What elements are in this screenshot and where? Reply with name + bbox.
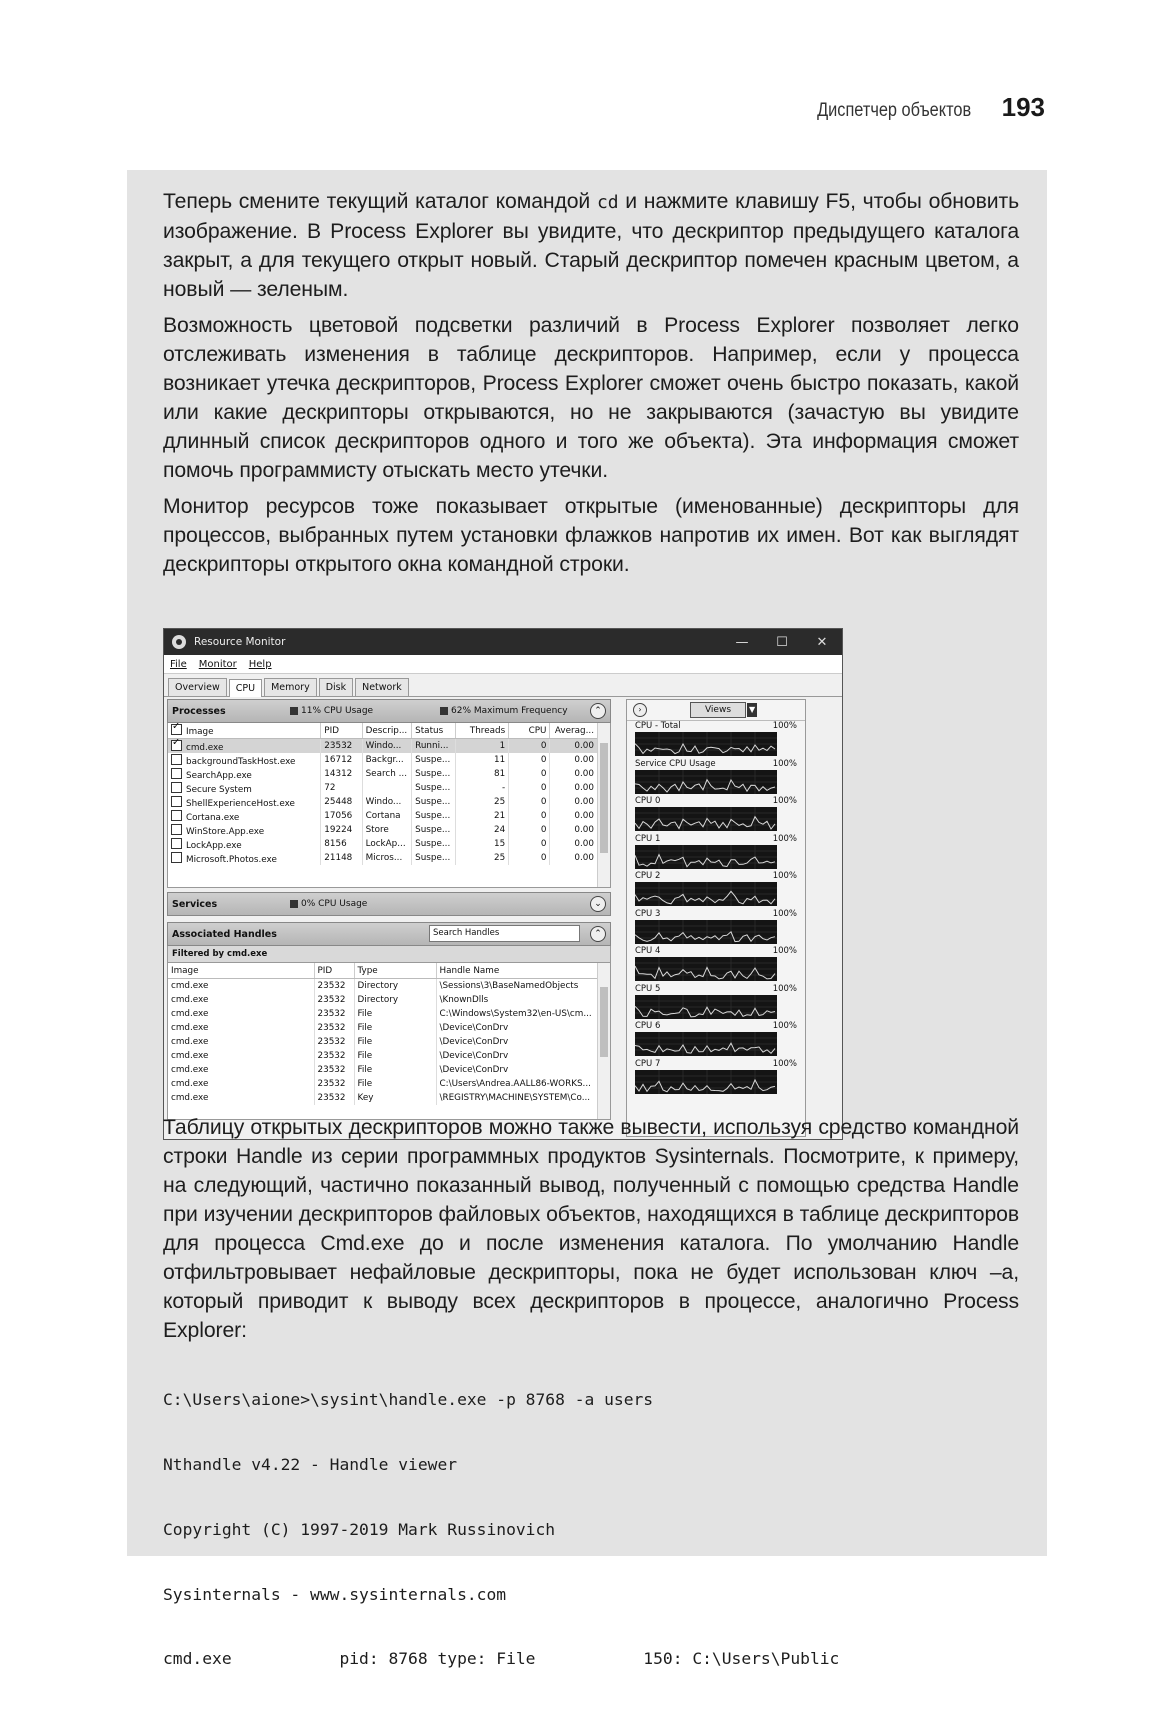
handle-type: File bbox=[354, 1035, 436, 1049]
process-average-cpu: 0.00 bbox=[550, 753, 598, 767]
process-pid: 17056 bbox=[321, 809, 362, 823]
col-cpu[interactable]: CPU bbox=[509, 723, 550, 739]
process-checkbox[interactable] bbox=[171, 852, 182, 863]
cpu-graph bbox=[627, 1021, 805, 1059]
handles-scrollbar[interactable] bbox=[597, 963, 610, 1119]
code-block bbox=[163, 1346, 839, 1713]
process-description: Backgr... bbox=[362, 753, 412, 767]
associated-handles-title: Associated Handles bbox=[172, 928, 277, 940]
process-image: ShellExperienceHost.exe bbox=[168, 795, 321, 809]
graph-plot bbox=[635, 845, 777, 869]
services-title: Services bbox=[172, 898, 218, 910]
process-row[interactable] bbox=[168, 851, 598, 865]
graph-label: CPU 2 bbox=[635, 871, 661, 881]
graph-label: CPU - Total bbox=[635, 721, 681, 731]
process-image: ✓cmd.exe bbox=[168, 739, 321, 754]
process-average-cpu: 0.00 bbox=[550, 767, 598, 781]
process-description: LockAp... bbox=[362, 837, 412, 851]
graph-plot bbox=[635, 732, 777, 756]
process-checkbox[interactable] bbox=[171, 824, 182, 835]
process-status: Suspe... bbox=[412, 753, 455, 767]
handle-type: Directory bbox=[354, 993, 436, 1007]
handle-pid: 23532 bbox=[314, 1035, 354, 1049]
graph-plot bbox=[635, 920, 777, 944]
col-pid[interactable]: PID bbox=[321, 723, 362, 739]
process-image: WinStore.App.exe bbox=[168, 823, 321, 837]
code-line: Sysinternals - www.sysinternals.com bbox=[163, 1584, 507, 1604]
process-image: SearchApp.exe bbox=[168, 767, 321, 781]
paragraph-1-text-a: Теперь смените текущий каталог командой bbox=[163, 190, 597, 213]
processes-title: Processes bbox=[172, 705, 226, 717]
handle-name: \Device\ConDrv bbox=[436, 1063, 598, 1077]
process-cpu: 0 bbox=[509, 823, 550, 837]
process-image: Secure System bbox=[168, 781, 321, 795]
process-threads: - bbox=[455, 781, 509, 795]
handle-name: \Device\ConDrv bbox=[436, 1035, 598, 1049]
handle-row[interactable] bbox=[168, 1077, 598, 1091]
handle-type: File bbox=[354, 1007, 436, 1021]
handle-name: \REGISTRY\MACHINE\SYSTEM\Co... bbox=[436, 1091, 598, 1105]
handle-image: cmd.exe bbox=[168, 1063, 314, 1077]
handle-pid: 23532 bbox=[314, 1063, 354, 1077]
handles-grid bbox=[167, 963, 611, 1120]
process-checkbox[interactable] bbox=[171, 754, 182, 765]
associated-handles-header[interactable] bbox=[167, 922, 611, 946]
handle-type: Key bbox=[354, 1091, 436, 1105]
handle-type: File bbox=[354, 1021, 436, 1035]
graph-plot bbox=[635, 770, 777, 794]
paragraph-4: Таблицу открытых дескрипторов можно также вывести, используя средство командной строки Handle из серии программных продуктов Sysinternals. Посмотрите, к примеру, на следующий, частично показанный вывод, полученный с помощью средства Handle при изучении дескрипторов файловых объектов, находящихся в таблице дескрипторов для процесса Cmd.exe до и после изменения каталога. По умолчанию Handle отфильтровывает нефайловые дескрипторы, пока не будет использован ключ –a, который приводит к выводу всех дескрипторов в процессе, аналогично Process Explorer: bbox=[163, 1116, 1019, 1342]
process-pid: 14312 bbox=[321, 767, 362, 781]
process-row[interactable] bbox=[168, 809, 598, 823]
col-handle-pid[interactable]: PID bbox=[314, 963, 354, 979]
handle-row[interactable] bbox=[168, 1063, 598, 1077]
handle-name: \KnownDlls bbox=[436, 993, 598, 1007]
col-image[interactable]: ✓Image bbox=[168, 723, 321, 739]
process-average-cpu: 0.00 bbox=[550, 851, 598, 865]
handle-type: File bbox=[354, 1049, 436, 1063]
col-threads[interactable]: Threads bbox=[455, 723, 509, 739]
views-dropdown[interactable]: Views ▼ bbox=[690, 702, 746, 718]
process-checkbox[interactable] bbox=[171, 768, 182, 779]
process-image: LockApp.exe bbox=[168, 837, 321, 851]
cpu-graph bbox=[627, 796, 805, 834]
graph-scale: 100% bbox=[772, 758, 797, 769]
process-description: Cortana bbox=[362, 809, 412, 823]
col-handle-type[interactable]: Type bbox=[354, 963, 436, 979]
graph-label: CPU 5 bbox=[635, 983, 661, 994]
tab-network[interactable]: Network bbox=[355, 678, 409, 696]
graph-scale: 100% bbox=[772, 908, 797, 919]
process-row[interactable] bbox=[168, 753, 598, 767]
close-button[interactable]: ✕ bbox=[816, 634, 828, 650]
graph-label: CPU 1 bbox=[635, 833, 661, 844]
process-status: Suspe... bbox=[412, 837, 455, 851]
process-threads: 25 bbox=[455, 795, 509, 809]
handle-type: File bbox=[354, 1063, 436, 1077]
graph-scale: 100% bbox=[772, 871, 797, 881]
process-pid: 23532 bbox=[321, 739, 362, 754]
process-pid: 16712 bbox=[321, 753, 362, 767]
cpu-graph bbox=[627, 759, 805, 797]
handle-image: cmd.exe bbox=[168, 1021, 314, 1035]
process-checkbox[interactable] bbox=[171, 796, 182, 807]
handle-image: cmd.exe bbox=[168, 1077, 314, 1091]
process-pid: 19224 bbox=[321, 823, 362, 837]
menu-bar bbox=[164, 655, 842, 674]
collapse-handles-icon[interactable]: ⌃ bbox=[590, 926, 606, 942]
process-average-cpu: 0.00 bbox=[550, 795, 598, 809]
collapse-processes-icon[interactable]: ⌃ bbox=[590, 703, 606, 719]
graph-plot bbox=[635, 882, 777, 906]
process-average-cpu: 0.00 bbox=[550, 823, 598, 837]
cpu-graph bbox=[627, 909, 805, 947]
process-checkbox[interactable] bbox=[171, 782, 182, 793]
handle-name: \Device\ConDrv bbox=[436, 1049, 598, 1063]
process-image: Cortana.exe bbox=[168, 809, 321, 823]
menu-file[interactable]: File bbox=[170, 658, 187, 670]
graph-label: CPU 7 bbox=[635, 1058, 661, 1069]
minimize-button[interactable]: — bbox=[735, 634, 749, 650]
process-row[interactable] bbox=[168, 837, 598, 851]
process-cpu: 0 bbox=[509, 767, 550, 781]
cpu-graph bbox=[627, 984, 805, 1022]
tab-overview[interactable]: Overview bbox=[168, 678, 227, 696]
code-line: cmd.exe pid: 8768 type: File 150: C:\Users\Public bbox=[163, 1649, 840, 1669]
process-row[interactable] bbox=[168, 739, 598, 754]
graph-plot bbox=[635, 1032, 777, 1056]
graph-plot bbox=[635, 995, 777, 1019]
graph-plot bbox=[635, 957, 777, 981]
handle-name: C:\Users\Andrea.AALL86-WORKS... bbox=[436, 1077, 598, 1091]
graph-scale: 100% bbox=[772, 721, 797, 731]
cpu-graph bbox=[627, 1059, 805, 1097]
cpu-graph bbox=[627, 834, 805, 872]
col-handle-name[interactable]: Handle Name bbox=[436, 963, 598, 979]
tab-memory[interactable]: Memory bbox=[264, 678, 317, 696]
process-average-cpu: 0.00 bbox=[550, 781, 598, 795]
inline-code-cd: cd bbox=[596, 192, 619, 213]
graph-scale: 100% bbox=[772, 983, 797, 994]
process-description: Micros... bbox=[362, 851, 412, 865]
process-threads: 25 bbox=[455, 851, 509, 865]
handle-name: \Sessions\3\BaseNamedObjects bbox=[436, 979, 598, 994]
handle-image: cmd.exe bbox=[168, 1035, 314, 1049]
process-cpu: 0 bbox=[509, 781, 550, 795]
graph-label: Service CPU Usage bbox=[635, 758, 716, 769]
handle-image: cmd.exe bbox=[168, 993, 314, 1007]
process-description: Search ... bbox=[362, 767, 412, 781]
process-pid: 8156 bbox=[321, 837, 362, 851]
process-description: Windo... bbox=[362, 795, 412, 809]
cpu-graph bbox=[627, 946, 805, 984]
menu-monitor[interactable]: Monitor bbox=[198, 658, 237, 670]
handle-pid: 23532 bbox=[314, 1007, 354, 1021]
expand-graphs-icon[interactable]: › bbox=[633, 703, 647, 717]
process-cpu: 0 bbox=[509, 851, 550, 865]
col-average-cpu[interactable]: Averag... bbox=[550, 723, 598, 739]
process-status: Runni... bbox=[412, 739, 455, 754]
process-threads: 1 bbox=[455, 739, 509, 754]
paragraph-3: Монитор ресурсов тоже показывает открытые (именованные) дескрипторы для процессов, выбранных путем установки флажков напротив их имен. Вот как выглядят дескрипторы открытого окна командной строки. bbox=[163, 495, 1019, 576]
handle-image: cmd.exe bbox=[168, 1049, 314, 1063]
paragraph-2: Возможность цветовой подсветки различий в Process Explorer позволяет легко отслеживать изменения в таблице дескрипторов. Например, если у процесса возникает утечка дескрипторов, Process Explorer сможет очень быстро показать, какой или какие дескрипторы открываются, но не закрываются (зачастую вы увидите длинный список дескрипторов одного и того же объекта). Эта информация сможет помочь программисту отыскать место утечки. bbox=[163, 314, 1019, 482]
handle-image: cmd.exe bbox=[168, 1007, 314, 1021]
processes-grid bbox=[167, 723, 611, 888]
process-cpu: 0 bbox=[509, 753, 550, 767]
col-status[interactable]: Status bbox=[412, 723, 455, 739]
graph-plot bbox=[635, 1070, 777, 1094]
services-header[interactable] bbox=[167, 892, 611, 916]
menu-help[interactable]: Help bbox=[248, 658, 272, 670]
process-row[interactable] bbox=[168, 795, 598, 809]
process-row[interactable] bbox=[168, 781, 598, 795]
process-threads: 11 bbox=[455, 753, 509, 767]
handle-name: \Device\ConDrv bbox=[436, 1021, 598, 1035]
process-image: Microsoft.Photos.exe bbox=[168, 851, 321, 865]
paragraph-1-text-b: и нажмите клавишу F5, чтобы обновить изображение. В Process Explorer вы увидите, что дескриптор предыдущего каталога закрыт, а для текущего открыт новый. Старый дескриптор помечен красным цветом, а новый — зеленым. bbox=[163, 190, 1020, 301]
process-image: backgroundTaskHost.exe bbox=[168, 753, 321, 767]
code-line: C:\Users\aione>\sysint\handle.exe -p 8768 -a users bbox=[163, 1390, 654, 1410]
handle-pid: 23532 bbox=[314, 993, 354, 1007]
process-row[interactable] bbox=[168, 767, 598, 781]
graph-label: CPU 0 bbox=[635, 796, 661, 806]
code-line: Copyright (C) 1997-2019 Mark Russinovich bbox=[163, 1519, 556, 1539]
handle-image: cmd.exe bbox=[168, 979, 314, 994]
handle-name: C:\Windows\System32\en-US\cm... bbox=[436, 1007, 598, 1021]
graph-plot bbox=[635, 807, 777, 831]
process-status: Suspe... bbox=[412, 795, 455, 809]
services-cpu-usage: 0% CPU Usage bbox=[290, 899, 367, 909]
handle-image: cmd.exe bbox=[168, 1091, 314, 1105]
process-description: Windo... bbox=[362, 739, 412, 754]
process-pid: 72 bbox=[321, 781, 362, 795]
handle-row[interactable] bbox=[168, 993, 598, 1007]
maximize-button[interactable]: ☐ bbox=[776, 634, 788, 650]
process-average-cpu: 0.00 bbox=[550, 739, 598, 754]
process-threads: 81 bbox=[455, 767, 509, 781]
handle-row[interactable] bbox=[168, 1021, 598, 1035]
content-panel bbox=[127, 170, 1047, 1669]
window-titlebar bbox=[164, 629, 842, 655]
graphs-toolbar bbox=[627, 700, 805, 721]
cpu-tab-left-pane bbox=[167, 699, 611, 1120]
graph-scale: 100% bbox=[772, 833, 797, 844]
process-description: Store bbox=[362, 823, 412, 837]
processes-scrollbar[interactable] bbox=[597, 723, 610, 887]
graph-scale: 100% bbox=[772, 946, 797, 956]
process-checkbox[interactable] bbox=[171, 810, 182, 821]
processes-cpu-usage: 11% CPU Usage bbox=[290, 706, 440, 716]
process-cpu: 0 bbox=[509, 739, 550, 754]
process-status: Suspe... bbox=[412, 823, 455, 837]
graph-label: CPU 3 bbox=[635, 908, 661, 919]
page-number: 193 bbox=[1001, 92, 1045, 122]
handle-type: Directory bbox=[354, 979, 436, 994]
col-handle-image[interactable]: Image bbox=[168, 963, 314, 979]
handle-row[interactable] bbox=[168, 1091, 598, 1105]
handle-row[interactable] bbox=[168, 1049, 598, 1063]
process-pid: 25448 bbox=[321, 795, 362, 809]
process-cpu: 0 bbox=[509, 809, 550, 823]
process-cpu: 0 bbox=[509, 837, 550, 851]
window-title: Resource Monitor bbox=[194, 636, 286, 648]
handle-pid: 23532 bbox=[314, 1021, 354, 1035]
expand-services-icon[interactable]: ⌄ bbox=[590, 896, 606, 912]
process-status: Suspe... bbox=[412, 781, 455, 795]
process-threads: 15 bbox=[455, 837, 509, 851]
search-handles-input[interactable]: Search Handles bbox=[429, 925, 580, 942]
running-head bbox=[792, 92, 1045, 123]
process-threads: 21 bbox=[455, 809, 509, 823]
graphs-pane bbox=[626, 699, 806, 1137]
graph-label: CPU 6 bbox=[635, 1021, 661, 1031]
graphs-scrollbar[interactable] bbox=[812, 699, 824, 1135]
graph-scale: 100% bbox=[772, 1021, 797, 1031]
graph-scale: 100% bbox=[772, 796, 797, 806]
cpu-graph bbox=[627, 871, 805, 909]
process-status: Suspe... bbox=[412, 809, 455, 823]
handle-row[interactable] bbox=[168, 979, 598, 994]
process-checkbox[interactable] bbox=[171, 740, 182, 751]
handle-pid: 23532 bbox=[314, 979, 354, 994]
graph-scale: 100% bbox=[772, 1058, 797, 1069]
process-cpu: 0 bbox=[509, 795, 550, 809]
resource-monitor-window bbox=[163, 628, 843, 1140]
select-all-checkbox[interactable] bbox=[171, 724, 182, 735]
filter-bar: Filtered by cmd.exe bbox=[167, 946, 611, 963]
process-average-cpu: 0.00 bbox=[550, 809, 598, 823]
process-status: Suspe... bbox=[412, 767, 455, 781]
handle-row[interactable] bbox=[168, 1035, 598, 1049]
handle-type: File bbox=[354, 1077, 436, 1091]
processes-max-frequency: 62% Maximum Frequency bbox=[440, 706, 568, 716]
process-checkbox[interactable] bbox=[171, 838, 182, 849]
handle-pid: 23532 bbox=[314, 1077, 354, 1091]
handle-row[interactable] bbox=[168, 1007, 598, 1021]
cpu-graph bbox=[627, 721, 805, 759]
handle-pid: 23532 bbox=[314, 1091, 354, 1105]
process-description bbox=[362, 781, 412, 795]
col-description[interactable]: Descrip... bbox=[362, 723, 412, 739]
processes-header[interactable] bbox=[167, 699, 611, 723]
handle-pid: 23532 bbox=[314, 1049, 354, 1063]
running-title: Диспетчер объектов bbox=[817, 100, 972, 121]
process-threads: 24 bbox=[455, 823, 509, 837]
tab-cpu[interactable]: CPU bbox=[229, 679, 262, 697]
paragraph-1 bbox=[163, 187, 1019, 304]
process-status: Suspe... bbox=[412, 851, 455, 865]
process-pid: 21148 bbox=[321, 851, 362, 865]
process-average-cpu: 0.00 bbox=[550, 837, 598, 851]
process-row[interactable] bbox=[168, 823, 598, 837]
tab-strip bbox=[164, 674, 842, 697]
code-line: Nthandle v4.22 - Handle viewer bbox=[163, 1454, 458, 1474]
tab-disk[interactable]: Disk bbox=[319, 678, 353, 696]
resource-monitor-icon bbox=[172, 635, 186, 649]
graph-label: CPU 4 bbox=[635, 946, 661, 956]
